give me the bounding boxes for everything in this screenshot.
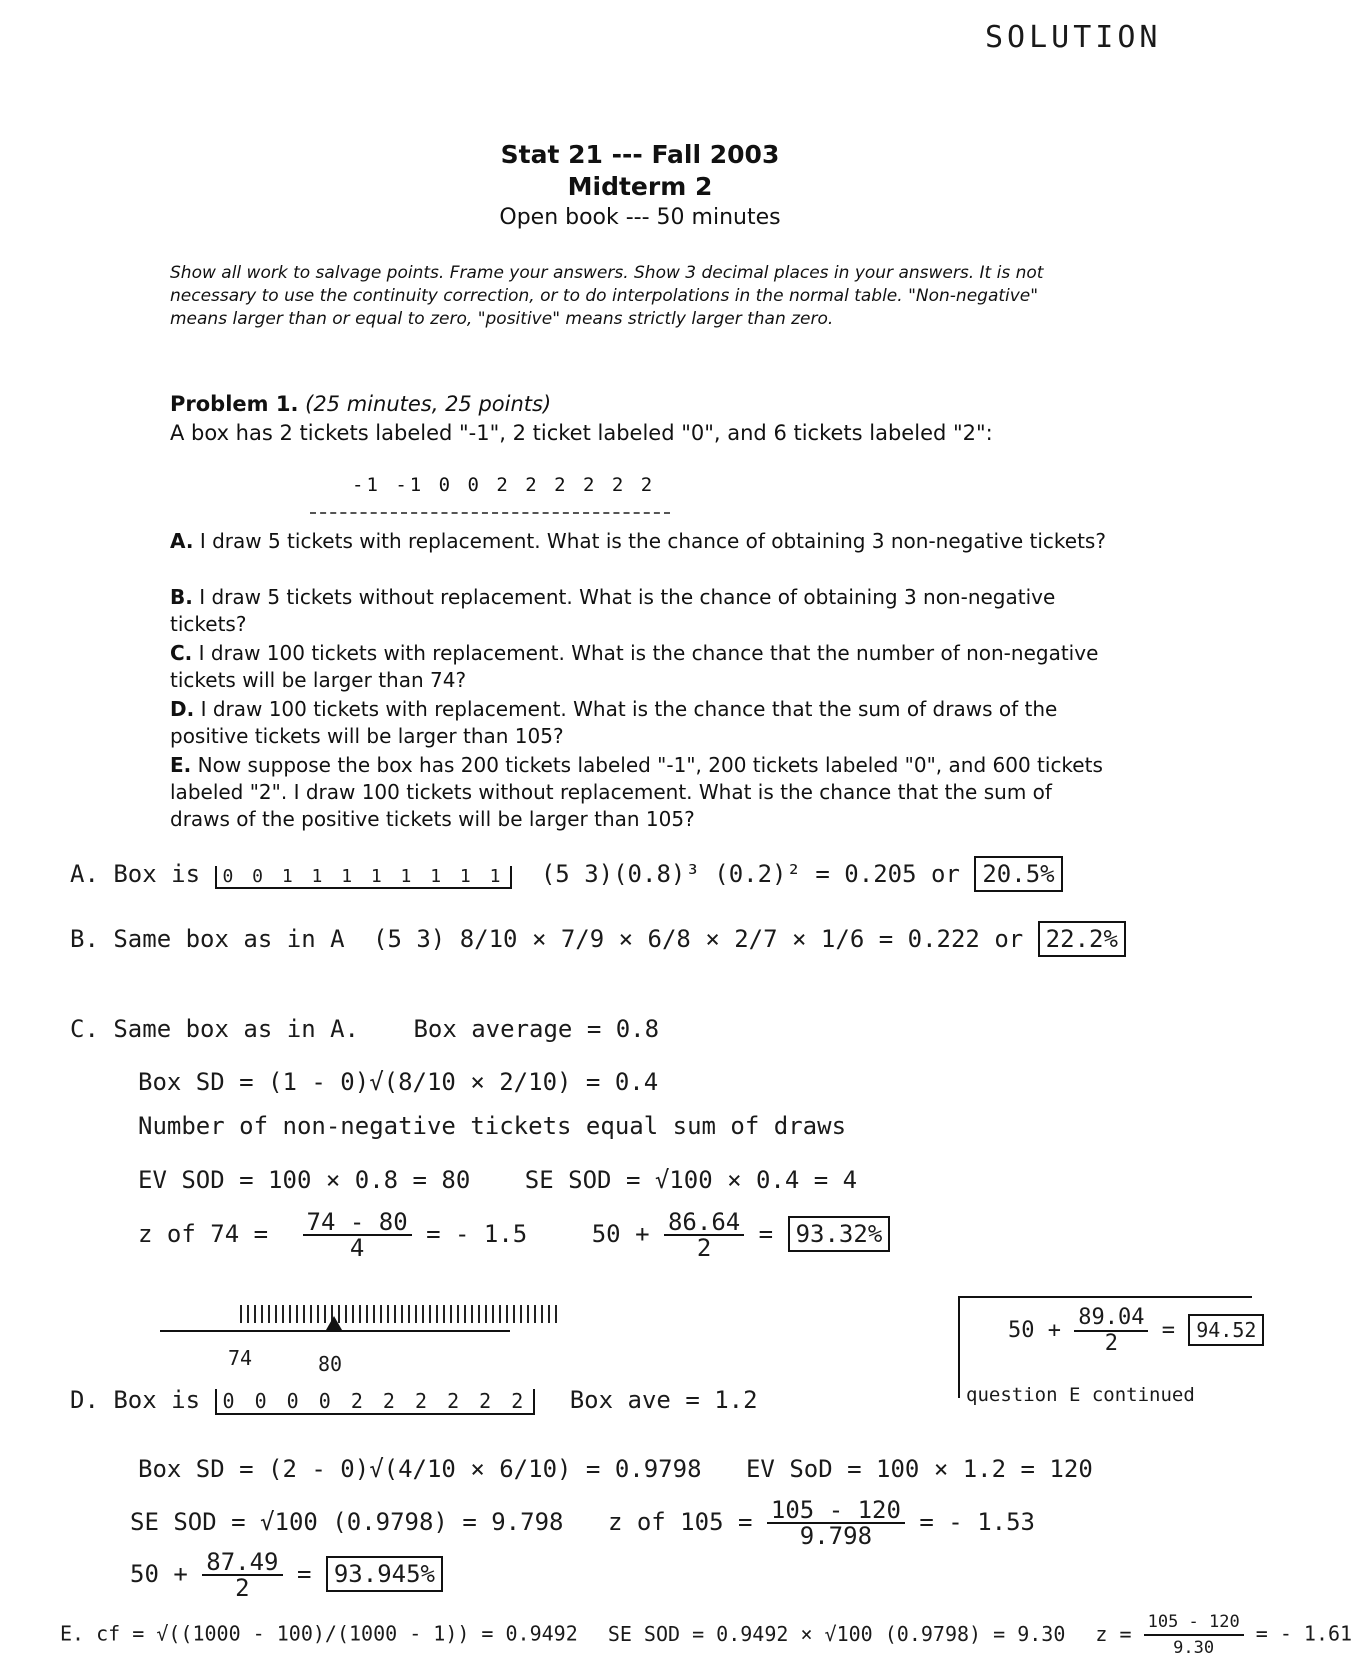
solution-c-line2: Box SD = (1 - 0)√(8/10 × 2/10) = 0.4: [138, 1068, 659, 1096]
solution-c-ev: EV SOD = 100 × 0.8 = 80: [138, 1166, 471, 1194]
exam-info: Open book --- 50 minutes: [499, 205, 781, 230]
solution-c-answer: 93.32%: [788, 1216, 891, 1252]
solution-c-box-average: Box average = 0.8: [413, 1015, 660, 1043]
solution-b-calc: (5 3) 8/10 × 7/9 × 6/8 × 2/7 × 1/6 = 0.222 or: [373, 925, 1024, 953]
solution-c-line1: [70, 1015, 659, 1043]
question-d: [170, 696, 1110, 750]
question-e-text: Now suppose the box has 200 tickets labeled "-1", 200 tickets labeled "0", and 600 tickets labeled "2". I draw 100 tickets without replacement. What is the chance that the sum of draws of the positive tickets will be larger than 105?: [170, 753, 1103, 831]
problem-heading: [170, 392, 551, 416]
solution-c-z-label: z of 74 =: [138, 1220, 269, 1248]
solution-c-title: C. Same box as in A.: [70, 1015, 359, 1043]
solution-d-se: SE SOD = √100 (0.9798) = 9.798: [130, 1508, 564, 1536]
question-b: [170, 584, 1110, 638]
solution-d-p-label: 50 +: [130, 1560, 188, 1588]
solution-d-z-fraction: [767, 1498, 905, 1548]
solution-c-line4: [138, 1166, 857, 1194]
solution-c-se: SE SOD = √100 × 0.4 = 4: [524, 1166, 858, 1194]
solution-c-p-fraction: [664, 1210, 744, 1260]
solution-c-p-den: 2: [696, 1234, 712, 1262]
question-e-continued-answer: 94.52: [1188, 1314, 1264, 1346]
question-b-label: B.: [170, 585, 193, 609]
question-e-continued-num: 89.04: [1074, 1306, 1148, 1332]
number-line-shading: [240, 1305, 560, 1323]
question-e-continued-calc: 50 + $\frac{89.04}{2}$ = 94.52: [1008, 1306, 1264, 1356]
question-e: [170, 752, 1110, 833]
solution-e-z-den: 9.30: [1173, 1638, 1215, 1658]
solution-d-box-average: Box ave = 1.2: [569, 1386, 758, 1414]
question-e-continued-label: 50 +: [1008, 1318, 1061, 1343]
solution-e-z-result: = - 1.61: [1255, 1621, 1352, 1646]
solution-e-se: SE SOD = 0.9492 × √100 (0.9798) = 9.30: [607, 1621, 1066, 1646]
question-e-continued-den: 2: [1104, 1331, 1118, 1356]
solution-c-z-num: 74 - 80: [303, 1210, 412, 1236]
problem-meta: (25 minutes, 25 points): [305, 392, 552, 416]
question-c-label: C.: [170, 641, 193, 665]
question-a-label: A.: [170, 529, 194, 553]
solution-c-p-num: 86.64: [664, 1210, 744, 1236]
solution-d-p-den: 2: [235, 1574, 250, 1602]
question-a-text: I draw 5 tickets with replacement. What is the chance of obtaining 3 non-negative tickets?: [199, 529, 1106, 553]
instructions: Show all work to salvage points. Frame your answers. Show 3 decimal places in your answers. It is not necessary to use the continuity correction, or to do interpolations in the normal table. "Non-negative" means larger than or equal to zero, "positive" means strictly larger than zero.: [170, 263, 1044, 329]
solution-a: [70, 860, 1063, 888]
question-b-text: I draw 5 tickets without replacement. What is the chance of obtaining 3 non-negative tickets?: [170, 585, 1056, 636]
solution-label: SOLUTION: [985, 20, 1162, 55]
solution-d-z-den: 9.798: [799, 1522, 873, 1550]
solution-d-z-label: z of 105 =: [607, 1508, 753, 1536]
solution-c-z-result: = - 1.5: [426, 1220, 528, 1248]
number-line-marker: [326, 1316, 342, 1330]
solution-b-label: B. Same box as in A: [70, 925, 345, 953]
solution-c-z-den: 4: [349, 1234, 365, 1262]
solution-d-line2: [138, 1455, 1093, 1483]
exam-subtitle: Midterm 2: [567, 172, 713, 201]
problem-intro: A box has 2 tickets labeled "-1", 2 ticket labeled "0", and 6 tickets labeled "2":: [170, 421, 993, 445]
question-a: [170, 528, 1110, 555]
solution-d-p-num: 87.49: [202, 1550, 282, 1576]
solution-d-answer: 93.945%: [326, 1556, 443, 1592]
ticket-divider: [310, 512, 670, 514]
number-line: [160, 1330, 510, 1332]
ticket-list: -1 -1 0 0 2 2 2 2 2 2: [352, 474, 656, 496]
solution-c-p-label: 50 +: [591, 1220, 650, 1248]
number-line-80: 80: [318, 1352, 343, 1376]
solution-d-line4: 50 + $\frac{87.49}{2}$ = 93.945%: [130, 1550, 443, 1600]
solution-b: [70, 925, 1126, 953]
question-d-text: I draw 100 tickets with replacement. What is the chance that the sum of draws of the positive tickets will be larger than 105?: [170, 697, 1058, 748]
solution-d-line3: [130, 1498, 1035, 1548]
question-e-continued-note: question E continued: [966, 1384, 1195, 1406]
exam-title: Stat 21 --- Fall 2003: [500, 140, 780, 169]
number-line-74: 74: [228, 1346, 253, 1370]
question-c-text: I draw 100 tickets with replacement. What is the chance that the number of non-negative tickets will be larger than 74?: [170, 641, 1099, 692]
solution-d-ev: EV SoD = 100 × 1.2 = 120: [745, 1455, 1093, 1483]
solution-b-answer: 22.2%: [1038, 921, 1126, 957]
solution-e-z-fraction: [1144, 1610, 1244, 1660]
solution-a-label: A. Box is: [70, 860, 201, 888]
solution-d-label: D. Box is: [70, 1386, 201, 1414]
question-e-continued-fraction: [1074, 1306, 1148, 1356]
problem-number: Problem 1.: [170, 392, 299, 416]
solution-d-z-result: = - 1.53: [919, 1508, 1035, 1536]
solution-e-z-num: 105 - 120: [1144, 1610, 1244, 1636]
solution-d-p-fraction: [202, 1550, 282, 1600]
solution-e-line: [60, 1610, 1352, 1660]
solution-d-line1: [70, 1386, 758, 1414]
question-c: [170, 640, 1110, 694]
solution-d-box: 0 0 0 0 2 2 2 2 2 2: [215, 1389, 536, 1415]
solution-c-line5: z of 74 = $\frac{74 - 80}{4}$ = - 1.5 50 + $\frac{86.64}{2}$ = 93.32%: [138, 1210, 890, 1260]
solution-a-calc: (5 3)(0.8)³ (0.2)² = 0.205 or: [540, 860, 960, 888]
solution-c-z-fraction: [303, 1210, 412, 1260]
solution-a-answer: 20.5%: [974, 856, 1062, 892]
question-e-label: E.: [170, 753, 192, 777]
question-d-label: D.: [170, 697, 195, 721]
solution-e-cf: E. cf = √((1000 - 100)/(1000 - 1)) = 0.9492: [60, 1621, 578, 1646]
solution-d-sd: Box SD = (2 - 0)√(4/10 × 6/10) = 0.9798: [138, 1455, 702, 1483]
solution-a-box: 0 0 1 1 1 1 1 1 1 1: [215, 866, 513, 889]
solution-d-z-num: 105 - 120: [767, 1498, 905, 1524]
solution-c-line3: Number of non-negative tickets equal sum of draws: [138, 1112, 847, 1140]
solution-e-z-label: z =: [1095, 1621, 1132, 1646]
